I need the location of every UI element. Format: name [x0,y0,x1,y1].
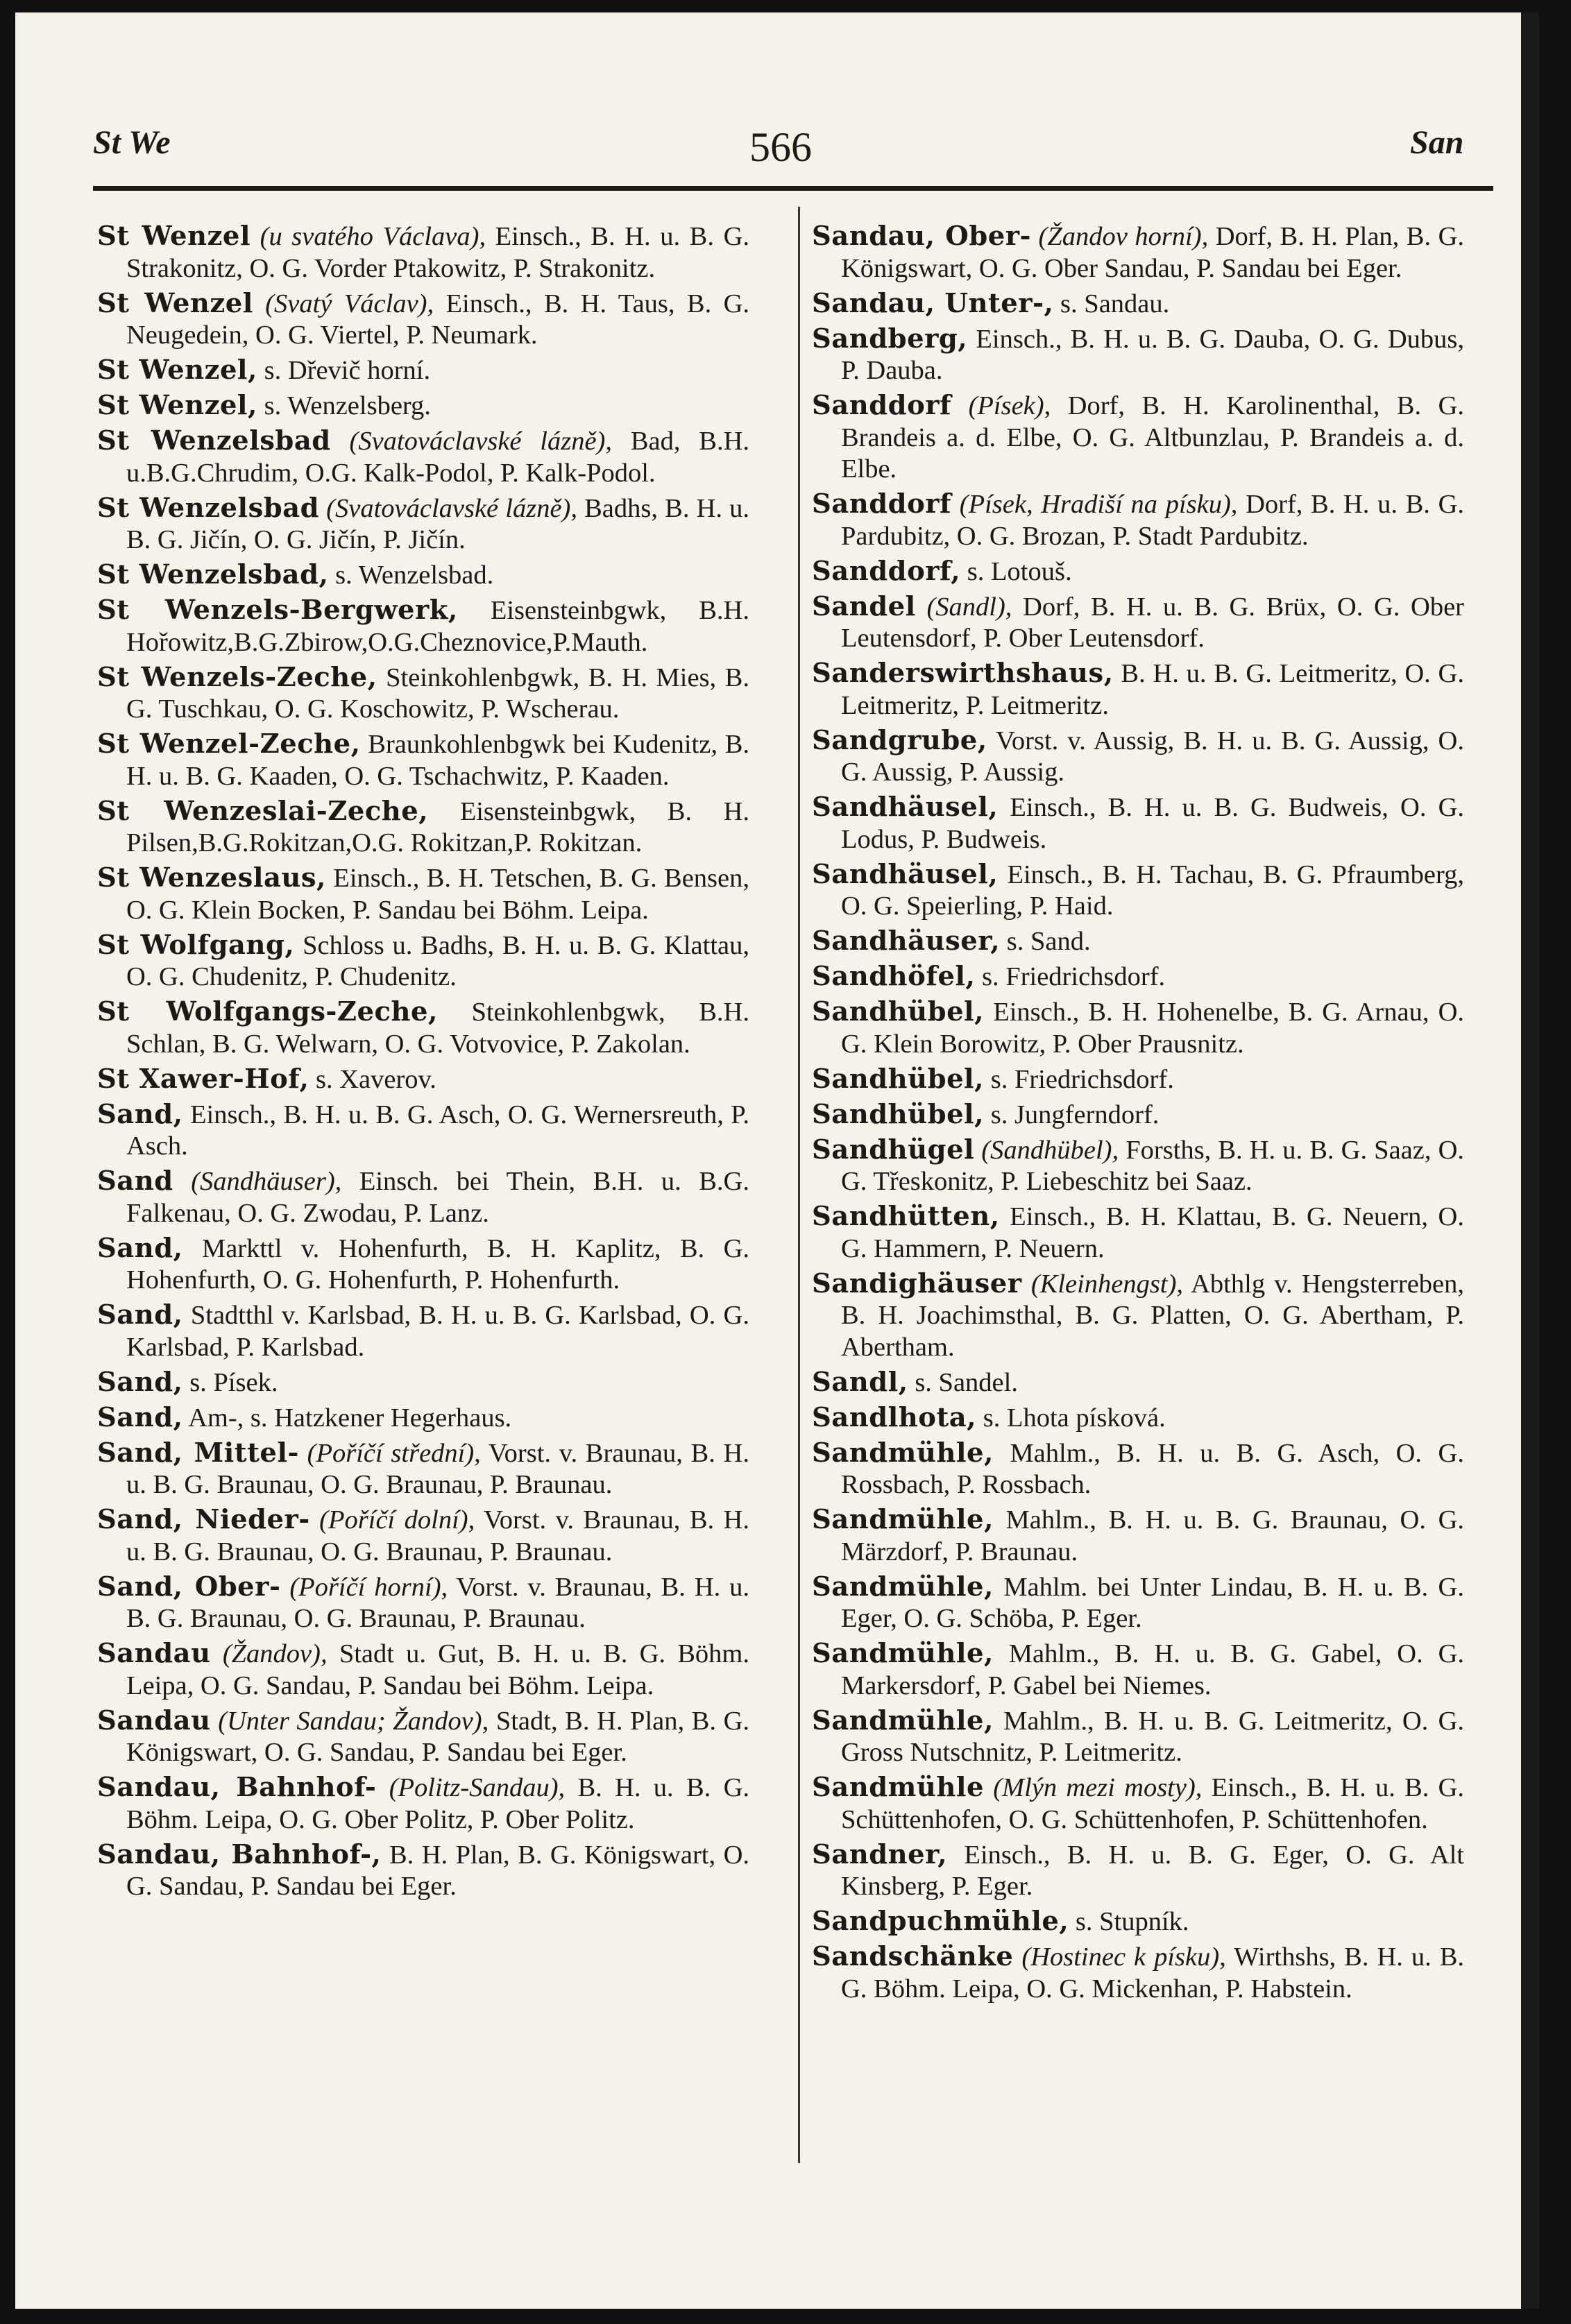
entry-headword: Sandhäusel, [812,792,999,823]
entry-headword: St Wenzel [97,221,251,252]
entry-details: Vorst. v. Braunau, B. H. u. B. G. Braunau, O. G. Braunau, P. Braunau. [126,1572,750,1633]
entry-details: Mahlm., B. H. u. B. G. Gabel, O. G. Markersdorf, P. Gabel bei Niemes. [841,1639,1464,1700]
entry-details: s. Sandel. [908,1367,1018,1397]
entry-headword: Sandel [812,590,916,622]
gazetteer-entry [812,591,1464,655]
entry-czech-name: (u svatého Václava), [260,222,486,251]
gazetteer-entry [812,1705,1464,1769]
entry-details: Mahlm., B. H. u. B. G. Leitmeritz, O. G. Gross Nutschnitz, P. Leitmeritz. [841,1706,1464,1767]
entry-headword: St Wenzel, [97,354,257,386]
entry-czech-name: (Žandov horní), [1038,222,1209,251]
running-head-left: St We [93,124,171,161]
entry-details: s. Lhota písková. [976,1403,1166,1433]
entry-details: Einsch., B. H. u. B. G. Dauba, O. G. Dubus, P. Dauba. [841,324,1464,385]
entry-headword: Sand, [97,1366,183,1398]
gazetteer-entry [97,425,749,489]
gazetteer-entry [812,488,1464,552]
gazetteer-entry [97,1638,749,1702]
gazetteer-entry [97,996,749,1060]
entry-details: Einsch., B. H. u. B. G. Strakonitz, O. G. Vorder Ptakowitz, P. Strakonitz. [126,222,750,283]
entry-headword: Sandau, Bahnhof-, [97,1838,382,1870]
entry-details: Schloss u. Badhs, B. H. u. B. G. Klattau, O. G. Chudenitz, P. Chudenitz. [126,930,749,991]
entry-headword: Sandlhota, [812,1401,977,1433]
entry-details: Wirthshs, B. H. u. B. G. Böhm. Leipa, O. G. Mickenhan, P. Habstein. [841,1942,1465,2003]
gazetteer-entry [812,1063,1464,1096]
entry-czech-name: (Sandl), [926,592,1012,622]
entry-details: s. Wenzelsbad. [328,561,494,590]
entry-headword: Sandau, Ober- [812,221,1031,252]
gazetteer-entry [97,796,749,860]
entry-headword: Sanddorf, [812,555,961,587]
gazetteer-entry [812,390,1464,486]
entry-details: Badhs, B. H. u. B. G. Jičín, O. G. Jičín, P. Jičín. [126,493,750,554]
entry-headword: Sandpuchmühle, [812,1906,1069,1937]
gazetteer-entry [812,792,1464,855]
scanned-page [15,12,1539,2309]
gazetteer-entry [812,556,1464,588]
entry-headword: Sandhübel, [812,996,985,1027]
gazetteer-entry [97,1437,749,1501]
column-divider [798,207,800,2163]
entry-headword: Sandhütten, [812,1201,1000,1232]
entry-details: Abthlg v. Hengsterreben, B. H. Joachimsthal, B. G. Platten, O. G. Abertham, P. Abertham. [841,1269,1464,1362]
gazetteer-entry [812,1571,1464,1635]
entry-headword: Sandau [97,1704,211,1736]
entry-headword: Sanderswirthshaus, [812,658,1114,689]
entry-headword: Sanddorf [812,488,952,520]
right-column [812,221,1464,2008]
entry-details: Einsch., B. H. Taus, B. G. Neugedein, O. G. Viertel, P. Neumark. [126,289,750,350]
gazetteer-entry [97,1299,749,1363]
entry-headword: St Wolfgang, [97,929,295,961]
gazetteer-entry [97,1099,749,1163]
entry-czech-name: (Svatováclavské lázně), [349,427,613,456]
entry-details: Steinkohlenbgwk, B. H. Mies, B. G. Tuschkau, O. G. Koschowitz, P. Wscherau. [126,663,749,724]
entry-headword: Sandmühle, [812,1437,994,1469]
gazetteer-entry [97,221,749,284]
gazetteer-entry [97,862,749,926]
gazetteer-entry [812,1504,1464,1568]
gazetteer-entry [97,559,749,592]
entry-czech-name: (Písek, Hradiší na písku), [959,490,1238,519]
entry-details: Mahlm., B. H. u. B. G. Braunau, O. G. Märzdorf, P. Braunau. [841,1505,1464,1566]
gazetteer-entry [812,961,1464,993]
entry-headword: Sand, Ober- [97,1571,281,1603]
page-edge-shadow [1521,12,1539,2309]
entry-details: Vorst. v. Braunau, B. H. u. B. G. Braunau, O. G. Braunau, P. Braunau. [126,1438,749,1499]
header-rule [93,186,1493,191]
entry-czech-name: (Poříčí střední), [307,1438,481,1468]
gazetteer-entry [812,1402,1464,1435]
gazetteer-entry [812,288,1464,321]
entry-details: Bad, B.H. u.B.G.Chrudim, O.G. Kalk-Podol, P. Kalk-Podol. [126,427,749,488]
gazetteer-entry [97,1571,749,1635]
gazetteer-entry [812,859,1464,923]
entry-headword: Sandberg, [812,323,968,354]
entry-details: s. Sandau. [1053,289,1170,318]
entry-headword: St Xawer-Hof, [97,1063,309,1095]
gazetteer-entry [812,658,1464,721]
gazetteer-entry [812,925,1464,958]
entry-czech-name: (Poříčí horní), [289,1572,448,1602]
entry-headword: Sandl, [812,1366,908,1398]
running-head-right: San [1410,124,1464,161]
gazetteer-entry [812,1134,1464,1198]
entry-details: Mahlm. bei Unter Lindau, B. H. u. B. G. Eger, O. G. Schöba, P. Eger. [841,1572,1464,1633]
entry-headword: Sandgrube, [812,724,987,756]
entry-headword: St Wenzel [97,287,253,319]
entry-details: Eisensteinbgwk, B. H. Pilsen,B.G.Rokitzan,O.G. Rokitzan,P. Rokitzan. [126,796,749,857]
entry-details: Einsch., B. H. u. B. G. Eger, O. G. Alt Kinsberg, P. Eger. [841,1840,1464,1901]
entry-headword: Sandmühle, [812,1504,994,1535]
entry-details: Braunkohlenbgwk bei Kudenitz, B. H. u. B. G. Kaaden, O. G. Tschachwitz, P. Kaaden. [126,730,750,791]
gazetteer-entry [812,996,1464,1060]
entry-headword: Sandhübel, [812,1063,985,1095]
entry-details: B. H. Plan, B. G. Königswart, O. G. Sandau, P. Sandau bei Eger. [126,1840,749,1901]
gazetteer-entry [97,1839,749,1903]
gazetteer-entry [812,1772,1464,1836]
entry-czech-name: (Písek), [968,391,1051,420]
entry-headword: St Wenzel, [97,390,257,421]
gazetteer-entry [97,1165,749,1229]
entry-headword: Sandhöfel, [812,961,976,992]
page-number: 566 [749,124,812,170]
entry-details: Am-, s. Hatzkener Hegerhaus. [182,1403,512,1433]
gazetteer-entry [812,323,1464,387]
gazetteer-entry [97,728,749,792]
entry-headword: Sandau, Unter-, [812,287,1054,319]
entry-headword: Sandhübel, [812,1098,985,1130]
entry-headword: St Wenzelsbad [97,492,320,524]
gazetteer-entry [97,493,749,556]
entry-details: s. Písek. [182,1367,278,1397]
page-header [15,12,1514,186]
entry-details: Dorf, B. H. Karolinenthal, B. G. Brandeis a. d. Elbe, O. G. Altbunzlau, P. Brandeis a. d. Elbe. [841,391,1464,484]
entry-headword: St Wenzeslai-Zeche, [97,795,429,827]
entry-details: Einsch., B. H. Klattau, B. G. Neuern, O. G. Hammern, P. Neuern. [841,1202,1464,1263]
entry-headword: Sandhügel [812,1134,975,1165]
entry-czech-name: (Poříčí dolní), [319,1505,475,1535]
entry-headword: Sandmühle, [812,1571,994,1603]
gazetteer-entry [97,595,749,658]
entry-details: Einsch., B. H. Hohenelbe, B. G. Arnau, O. G. Klein Borowitz, P. Ober Prausnitz. [841,998,1464,1059]
gazetteer-entry [97,1772,749,1836]
entry-headword: St Wenzelsbad [97,425,331,456]
entry-details: Stadt u. Gut, B. H. u. B. G. Böhm. Leipa, O. G. Sandau, P. Sandau bei Böhm. Leipa. [126,1639,750,1700]
entry-details: Eisensteinbgwk, B.H. Hořowitz,B.G.Zbirow,O.G.Cheznovice,P.Mauth. [126,596,749,657]
entry-czech-name: (Kleinhengst), [1030,1269,1184,1299]
entry-headword: Sandau, Bahnhof- [97,1772,377,1803]
gazetteer-entry [97,1504,749,1568]
entry-details: Dorf, B. H. u. B. G. Pardubitz, O. G. Brozan, P. Stadt Pardubitz. [841,490,1464,551]
entry-headword: Sand, [97,1232,183,1264]
entry-headword: St Wenzels-Bergwerk, [97,595,458,626]
gazetteer-entry [97,1402,749,1435]
gazetteer-entry [97,1367,749,1399]
entry-headword: Sandighäuser [812,1267,1022,1299]
entry-details: s. Friedrichsdorf. [975,962,1166,991]
entry-czech-name: (Žandov), [222,1639,328,1668]
entry-details: s. Stupník. [1069,1907,1189,1936]
entry-headword: Sanddorf [812,390,952,421]
gazetteer-entry [812,221,1464,284]
entry-headword: St Wenzels-Zeche, [97,661,377,693]
entry-czech-name: (Sandhübel), [981,1135,1119,1165]
entry-details: s. Jungferndorf. [984,1100,1160,1129]
entry-details: Dorf, B. H. u. B. G. Brüx, O. G. Ober Leutensdorf, P. Ober Leutensdorf. [841,592,1465,653]
entry-details: s. Lotouš. [960,556,1072,586]
gazetteer-entry [97,662,749,726]
entry-czech-name: (Svatováclavské lázně), [326,493,577,523]
gazetteer-entry [812,1437,1464,1501]
entry-headword: Sandhäuser, [812,925,1001,957]
entry-czech-name: (Politz-Sandau), [389,1773,566,1802]
entry-headword: St Wenzeslaus, [97,862,326,894]
entry-headword: Sand [97,1165,173,1197]
entry-details: s. Wenzelsberg. [257,391,431,420]
entry-czech-name: (Hostinec k písku), [1021,1942,1226,1972]
gazetteer-entry [97,1063,749,1096]
entry-headword: Sand, [97,1299,183,1331]
gazetteer-entry [812,1638,1464,1702]
entry-details: Forsths, B. H. u. B. G. Saaz, O. G. Třeskonitz, P. Liebeschitz bei Saaz. [841,1135,1465,1196]
entry-czech-name: (Mlýn mezi mosty), [993,1773,1203,1802]
gazetteer-entry [812,1906,1464,1938]
entry-czech-name: (Svatý Václav), [265,289,434,318]
entry-details: Einsch., B. H. u. B. G. Asch, O. G. Wernersreuth, P. Asch. [126,1100,749,1161]
entry-czech-name: (Sandhäuser), [191,1167,342,1196]
entry-headword: Sandmühle [812,1772,985,1803]
entry-headword: Sand, [97,1401,183,1433]
entry-headword: Sand, Mittel- [97,1437,299,1469]
gazetteer-entry [97,288,749,352]
entry-details: Einsch., B. H. u. B. G. Schüttenhofen, O. G. Schüttenhofen, P. Schüttenhofen. [841,1773,1465,1834]
left-column [97,221,749,1906]
entry-details: B. H. u. B. G. Böhm. Leipa, O. G. Ober Politz, P. Ober Politz. [126,1773,750,1834]
entry-headword: Sandmühle, [812,1704,994,1736]
entry-details: Steinkohlenbgwk, B.H. Schlan, B. G. Welwarn, O. G. Votvovice, P. Zakolan. [126,998,749,1059]
entry-details: s. Xaverov. [309,1064,436,1094]
entry-details: Einsch., B. H. u. B. G. Budweis, O. G. Lodus, P. Budweis. [841,793,1464,854]
entry-details: Vorst. v. Aussig, B. H. u. B. G. Aussig, O. G. Aussig, P. Aussig. [841,726,1464,787]
entry-headword: Sand, Nieder- [97,1504,310,1535]
entry-headword: St Wenzelsbad, [97,559,329,590]
entry-details: Markttl v. Hohenfurth, B. H. Kaplitz, B. G. Hohenfurth, O. G. Hohenfurth, P. Hohenfurth. [126,1233,749,1295]
gazetteer-entry [812,1941,1464,2005]
entry-headword: St Wenzel-Zeche, [97,728,361,760]
entry-details: Stadtthl v. Karlsbad, B. H. u. B. G. Karlsbad, O. G. Karlsbad, P. Karlsbad. [126,1301,749,1362]
gazetteer-entry [812,1099,1464,1131]
entry-details: Dorf, B. H. Plan, B. G. Königswart, O. G. Ober Sandau, P. Sandau bei Eger. [841,222,1465,283]
entry-headword: Sandau [97,1638,211,1669]
gazetteer-entry [97,354,749,387]
entry-details: Mahlm., B. H. u. B. G. Asch, O. G. Rossbach, P. Rossbach. [841,1438,1464,1499]
gazetteer-entry [812,1367,1464,1399]
entry-details: B. H. u. B. G. Leitmeritz, O. G. Leitmeritz, P. Leitmeritz. [841,659,1464,720]
entry-details: Einsch. bei Thein, B.H. u. B.G. Falkenau, O. G. Zwodau, P. Lanz. [126,1167,749,1228]
entry-details: Einsch., B. H. Tachau, B. G. Pfraumberg, O. G. Speierling, P. Haid. [841,860,1464,921]
gazetteer-entry [812,1268,1464,1364]
entry-details: s. Dřevič horní. [257,356,431,385]
entry-details: s. Friedrichsdorf. [984,1064,1174,1094]
entry-headword: Sandmühle, [812,1638,994,1669]
entry-headword: Sandner, [812,1838,948,1870]
entry-details: Stadt, B. H. Plan, B. G. Königswart, O. G. Sandau, P. Sandau bei Eger. [126,1706,749,1767]
entry-headword: Sandschänke [812,1941,1014,1972]
gazetteer-entry [812,1839,1464,1903]
gazetteer-entry [812,1201,1464,1265]
entry-headword: Sandhäusel, [812,858,999,890]
gazetteer-entry [97,1705,749,1769]
gazetteer-entry [812,725,1464,789]
gazetteer-entry [97,1233,749,1297]
entry-details: Einsch., B. H. Tetschen, B. G. Bensen, O. G. Klein Bocken, P. Sandau bei Böhm. Leipa. [126,864,749,925]
entry-details: s. Sand. [1000,927,1091,956]
entry-czech-name: (Unter Sandau; Žandov), [218,1706,489,1736]
gazetteer-entry [97,390,749,422]
entry-details: Vorst. v. Braunau, B. H. u. B. G. Braunau, O. G. Braunau, P. Braunau. [126,1505,749,1566]
entry-headword: St Wolfgangs-Zeche, [97,996,438,1027]
entry-headword: Sand, [97,1098,183,1130]
gazetteer-entry [97,930,749,993]
